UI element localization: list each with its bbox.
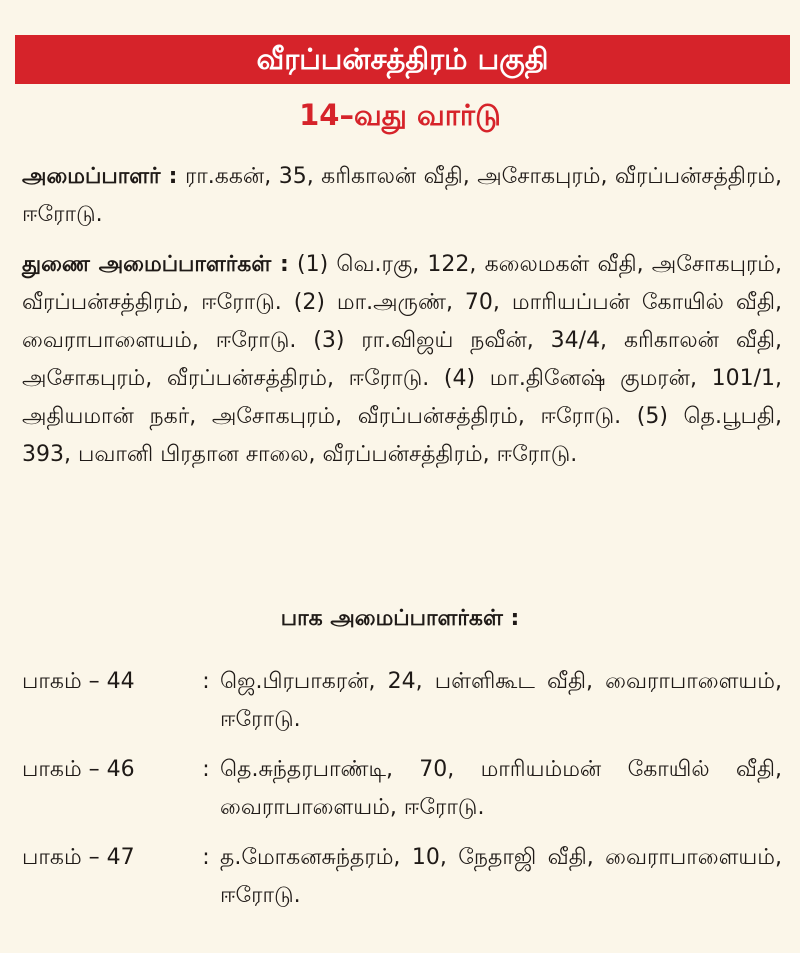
booth-separator: : xyxy=(202,845,210,870)
booth-row xyxy=(22,751,782,827)
booth-organizer-details: தெ.சுந்தரபாண்டி, 70, மாரியம்மன் கோயில் வீதி, வைராபாளையம், ஈரோடு. xyxy=(220,757,782,820)
booth-number: பாகம் – 47 xyxy=(22,845,135,870)
ward-title: 14–வது வார்டு xyxy=(299,98,501,132)
booth-row xyxy=(22,663,782,739)
booth-row xyxy=(22,839,782,915)
section-title: வீரப்பன்சத்திரம் பகுதி xyxy=(256,42,549,76)
booth-number: பாகம் – 46 xyxy=(22,757,135,782)
section-title-banner xyxy=(15,35,790,84)
article-body xyxy=(22,158,782,486)
deputy-organizer-item: (4) மா.தினேஷ் குமரன், 101/1, அதியமான் நகர், அசோகபுரம், வீரப்பன்சத்திரம், ஈரோடு. xyxy=(22,366,782,429)
booth-organizer-details: த.மோகனசுந்தரம், 10, நேதாஜி வீதி, வைராபாளையம், ஈரோடு. xyxy=(220,845,782,908)
booth-organizer-details: ஜெ.பிரபாகரன், 24, பள்ளிகூட வீதி, வைராபாளையம், ஈரோடு. xyxy=(220,669,782,732)
deputy-organizer-item: (5) தெ.பூபதி, 393, பவானி பிரதான சாலை, வீரப்பன்சத்திரம், ஈரோடு. xyxy=(22,404,782,467)
deputy-organizer-item: (2) மா.அருண், 70, மாரியப்பன் கோயில் வீதி, வைராபாளையம், ஈரோடு. xyxy=(22,290,783,353)
deputy-organizer-item: (3) ரா.விஜய் நவீன், 34/4, கரிகாலன் வீதி, அசோகபுரம், வீரப்பன்சத்திரம், ஈரோடு. xyxy=(22,328,782,391)
booth-number: பாகம் – 44 xyxy=(22,669,135,694)
booth-separator: : xyxy=(202,757,210,782)
booth-organizers-heading: பாக அமைப்பாளர்கள் : xyxy=(280,606,520,631)
booth-separator: : xyxy=(202,669,210,694)
booth-organizers-list xyxy=(22,663,782,927)
deputy-organizers-paragraph xyxy=(22,246,782,474)
deputy-organizer-item: (1) வெ.ரகு, 122, கலைமகள் வீதி, அசோகபுரம், வீரப்பன்சத்திரம், ஈரோடு. xyxy=(22,252,783,315)
organizer-label: அமைப்பாளர் : xyxy=(22,164,178,189)
deputy-organizers-label: துணை அமைப்பாளர்கள் : xyxy=(22,252,289,277)
organizer-details: ரா.ககன், 35, கரிகாலன் வீதி, அசோகபுரம், வீரப்பன்சத்திரம், ஈரோடு. xyxy=(22,164,782,227)
organizer-paragraph xyxy=(22,158,782,234)
